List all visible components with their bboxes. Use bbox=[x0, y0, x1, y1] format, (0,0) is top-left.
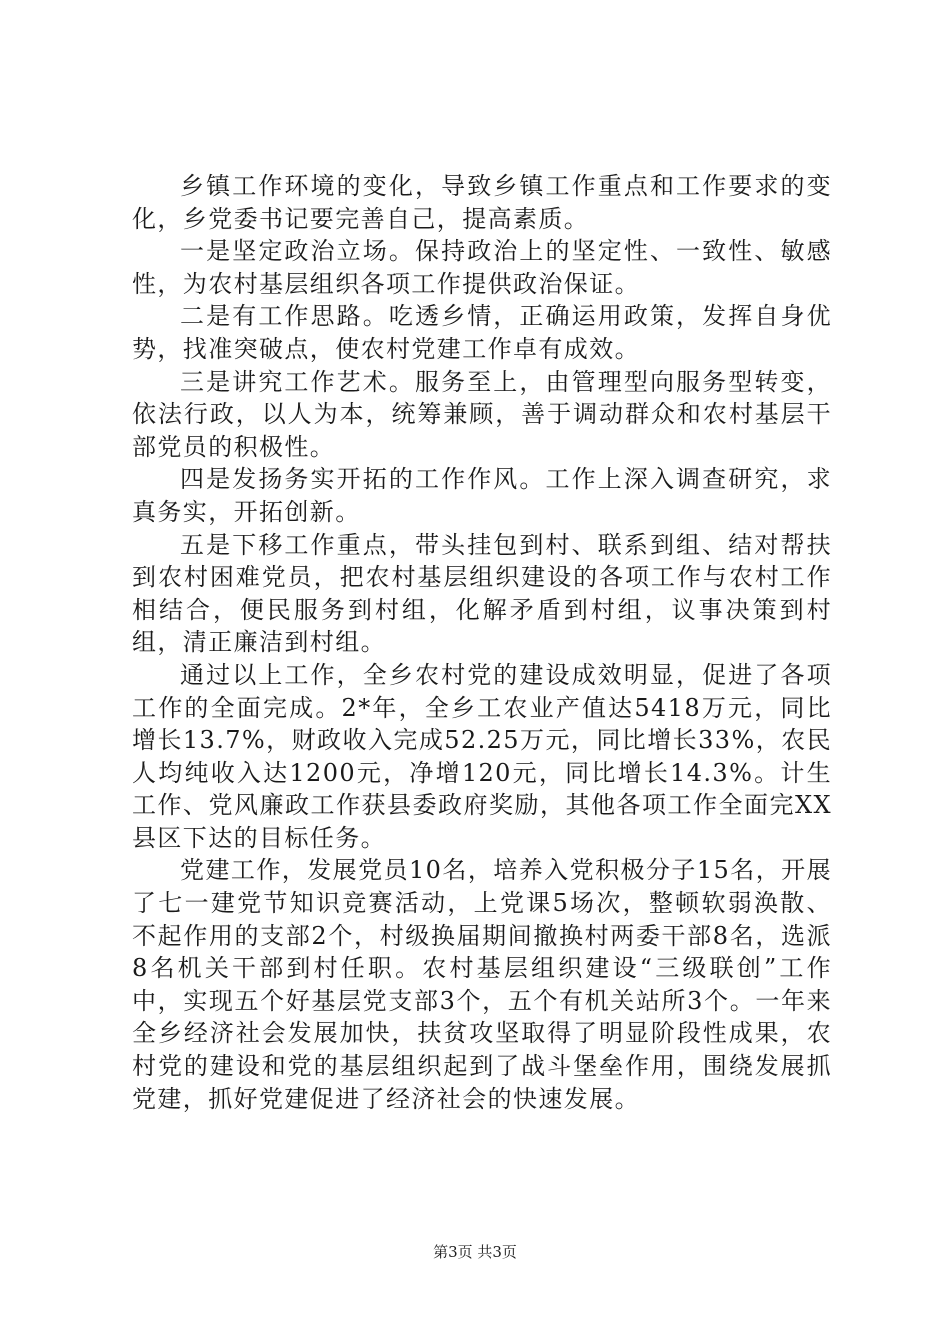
paragraph: 三是讲究工作艺术。服务至上，由管理型向服务型转变，依法行政，以人为本，统筹兼顾，善于调动群众和农村基层干部党员的积极性。 bbox=[132, 367, 832, 461]
paragraph: 党建工作，发展党员10名，培养入党积极分子15名，开展了七一建党节知识竞赛活动，上党课5场次，整顿软弱涣散、不起作用的支部2个，村级换届期间撤换村两委干部8名，选派8名机关干部到村任职。农村基层组织建设“三级联创”工作中，实现五个好基层党支部3个，五个有机关站所3个。一年来全乡经济社会发展加快，扶贫攻坚取得了明显阶段性成果，农村党的建设和党的基层组织起到了战斗堡垒作用，围绕发展抓党建，抓好党建促进了经济社会的快速发展。 bbox=[132, 856, 832, 1113]
document-body bbox=[132, 170, 832, 1115]
paragraph: 乡镇工作环境的变化，导致乡镇工作重点和工作要求的变化，乡党委书记要完善自己，提高素质。 bbox=[132, 172, 832, 233]
paragraph: 四是发扬务实开拓的工作作风。工作上深入调查研究，求真务实，开拓创新。 bbox=[132, 465, 832, 526]
paragraph: 五是下移工作重点，带头挂包到村、联系到组、结对帮扶到农村困难党员，把农村基层组织建设的各项工作与农村工作相结合，便民服务到村组，化解矛盾到村组，议事决策到村组，清正廉洁到村组。 bbox=[132, 530, 832, 657]
paragraph: 一是坚定政治立场。保持政治上的坚定性、一致性、敏感性，为农村基层组织各项工作提供政治保证。 bbox=[132, 237, 832, 298]
page-number-footer: 第3页 共3页 bbox=[433, 1243, 517, 1261]
paragraph: 二是有工作思路。吃透乡情，正确运用政策，发挥自身优势，找准突破点，使农村党建工作卓有成效。 bbox=[132, 302, 832, 363]
paragraph: 通过以上工作，全乡农村党的建设成效明显，促进了各项工作的全面完成。2*年，全乡工农业产值达5418万元，同比增长13.7%，财政收入完成52.25万元，同比增长33%，农民人均纯收入达1200元，净增120元，同比增长14.3%。计生工作、党风廉政工作获县委政府奖励，其他各项工作全面完XX县区下达的目标任务。 bbox=[132, 660, 832, 852]
